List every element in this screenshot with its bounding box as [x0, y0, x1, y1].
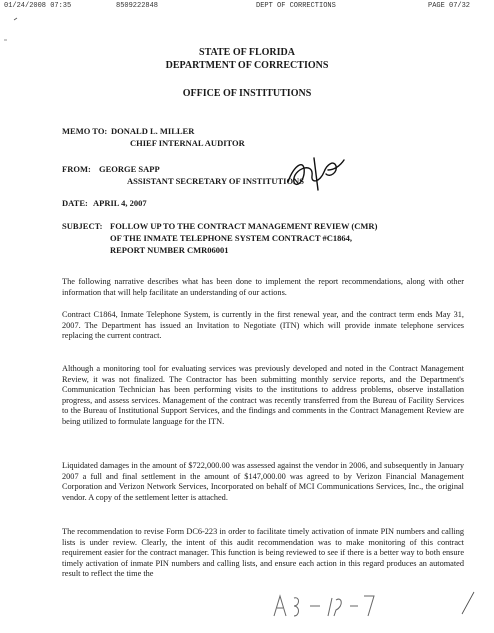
body-paragraph-3: Although a monitoring tool for evaluating services was previously developed and noted in the Contract Management Review, it was not finalized. The Contractor has been submitting monthly service reports, and the Department's Communication Technician has been performing visits to the institutions to address problems, observe installation progress, and assess services. Management of the contract was recently transferred from the Bureau of Facility Services to the Bureau of Institutional Support Services, and the findings and comments in the Contract Management Review are being utilized to formulate language for the ITN.: [62, 364, 464, 426]
letterhead-state: STATE OF FLORIDA: [199, 47, 295, 58]
memo-from-name: GEORGE SAPP: [99, 164, 160, 174]
memo-to-title: CHIEF INTERNAL AUDITOR: [130, 138, 245, 148]
signature-mark: [284, 152, 346, 192]
fax-datetime: 01/24/2008 07:35: [4, 2, 72, 10]
memo-date-value: APRIL 4, 2007: [93, 198, 147, 208]
body-paragraph-4: Liquidated damages in the amount of $722,000.00 was assessed against the vendor in 2006, and subsequently in January 2007 a full and final settlement in the amount of $147,000.00 was agreed to by Verizon Financial Management Corporation and Verizon Network Services, Incorporated on behalf of MCI Communications Services, Inc., the original vendor. A copy of the settlement letter is attached.: [62, 461, 464, 502]
memo-date-label: DATE:: [62, 198, 88, 208]
memo-to-label: MEMO TO:: [62, 126, 108, 136]
fax-sender: DEPT OF CORRECTIONS: [256, 2, 336, 10]
memo-subject-line2: OF THE INMATE TELEPHONE SYSTEM CONTRACT #C1864,: [110, 233, 353, 243]
fax-header: [0, 2, 494, 12]
memo-subject-label: SUBJECT:: [62, 221, 103, 231]
fax-page: PAGE 07/32: [428, 2, 471, 10]
letterhead-department: DEPARTMENT OF CORRECTIONS: [165, 60, 329, 71]
body-paragraph-2: Contract C1864, Inmate Telephone System, is currently in the first renewal year, and the contract term ends May 31, 2007. The Department has issued an Invitation to Negotiate (ITN) which will provide inmate telephone services replacing the current contract.: [62, 310, 464, 341]
memo-subject-line1: FOLLOW UP TO THE CONTRACT MANAGEMENT REVIEW (CMR): [110, 221, 378, 231]
memo-subject-line3: REPORT NUMBER CMR06001: [110, 245, 229, 255]
memo-to-name: DONALD L. MILLER: [111, 126, 195, 136]
body-paragraph-5: The recommendation to revise Form DC6-223 in order to facilitate timely activation of inmate PIN numbers and calling lists is under review. Clearly, the intent of this audit recommendation was to make monitoring of this contract requirement easier for the contract manager. This function is being reviewed to see if there is a better way to both ensure timely activation of inmate PIN numbers and calling lists, and ensure each action in this regard produces an automated result to reflect the time the: [62, 527, 464, 579]
memo-from-title: ASSISTANT SECRETARY OF INSTITUTIONS: [127, 176, 304, 186]
handwritten-footer-stamp: [270, 592, 380, 620]
body-paragraph-1: The following narrative describes what has been done to implement the report recommendations, along with other information that will help facilitate an understanding of our actions.: [62, 277, 464, 297]
letterhead-office: OFFICE OF INSTITUTIONS: [182, 88, 312, 99]
memo-from-label: FROM:: [62, 164, 91, 174]
fax-number: 8509222848: [116, 2, 159, 10]
